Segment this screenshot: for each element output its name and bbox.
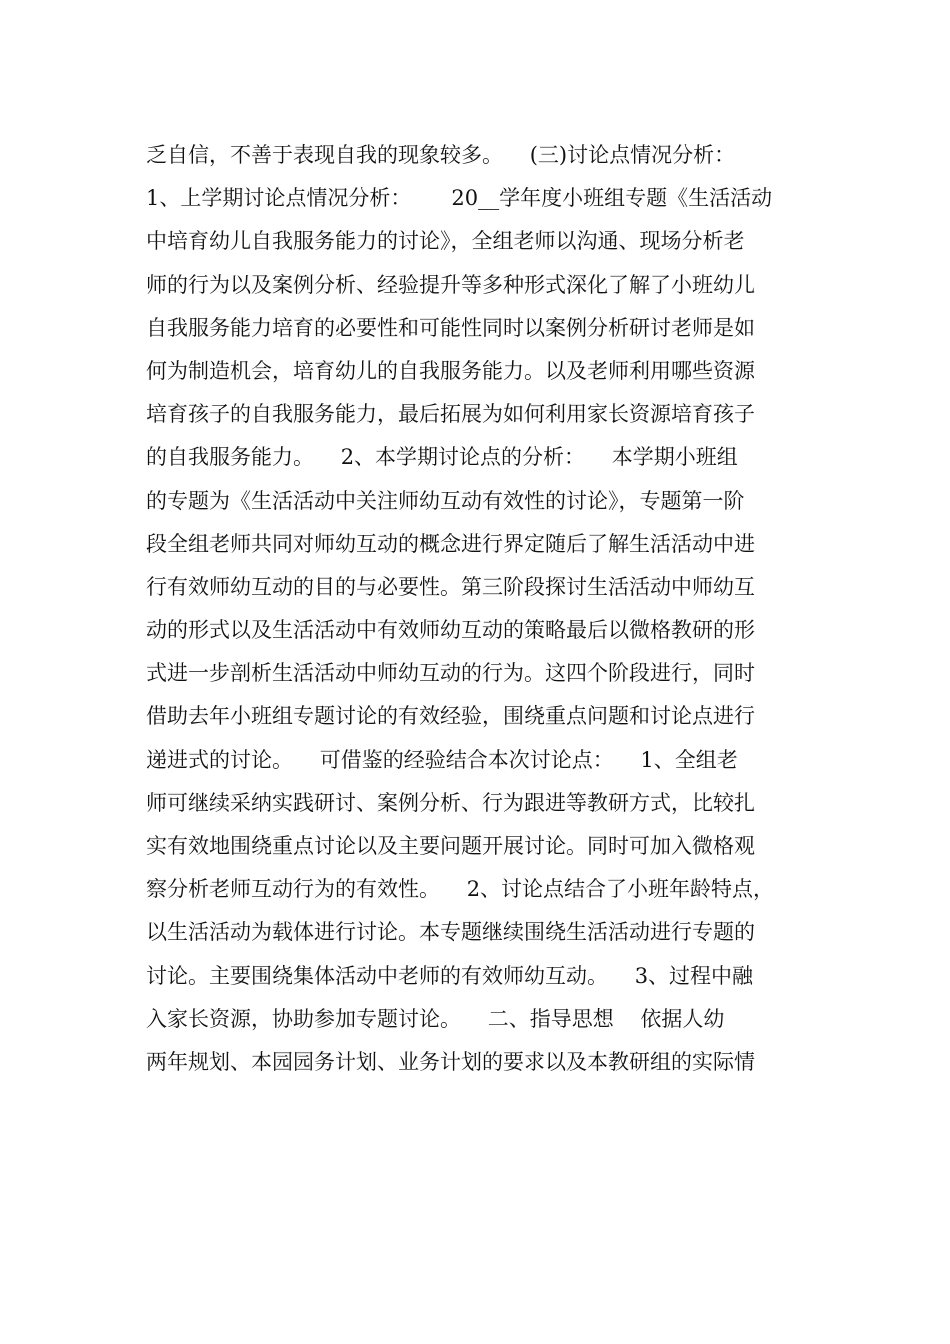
text-line: 实有效地围绕重点讨论以及主要问题开展讨论。同时可加入微格观 <box>146 834 755 858</box>
text-line: 递进式的讨论。 可借鉴的经验结合本次讨论点： 1、全组老 <box>146 747 738 772</box>
text-line: 两年规划、本园园务计划、业务计划的要求以及本教研组的实际情 <box>146 1049 755 1074</box>
text-line: 动的形式以及生活活动中有效师幼互动的策略最后以微格教研的形 <box>146 618 755 643</box>
text-line: 行有效师幼互动的目的与必要性。第三阶段探讨生活活动中师幼互 <box>146 574 755 599</box>
text-line: 的自我服务能力。 2、本学期讨论点的分析： 本学期小班组 <box>146 445 738 470</box>
text-line: 1、上学期讨论点情况分析： 20__学年度小班组专题《生活活动 <box>146 186 773 211</box>
text-line: 的专题为《生活活动中关注师幼互动有效性的讨论》，专题第一阶 <box>146 488 745 513</box>
text-line: 以生活活动为载体进行讨论。本专题继续围绕生活活动进行专题的 <box>146 920 755 945</box>
text-line: 讨论。主要围绕集体活动中老师的有效师幼互动。 3、过程中融 <box>146 963 754 988</box>
text-line: 入家长资源，协助参加专题讨论。 二、指导思想 依据人幼 <box>146 1006 725 1031</box>
text-line: 师可继续采纳实践研讨、案例分析、行为跟进等教研方式，比较扎 <box>146 790 755 815</box>
text-line: 乏自信，不善于表现自我的现象较多。 (三)讨论点情况分析： <box>146 143 736 167</box>
text-line: 自我服务能力培育的必要性和可能性同时以案例分析研讨老师是如 <box>146 315 755 340</box>
text-line: 培育孩子的自我服务能力，最后拓展为如何利用家长资源培育孩子 <box>146 402 755 427</box>
text-line: 式进一步剖析生活活动中师幼互动的行为。这四个阶段进行，同时 <box>146 661 755 686</box>
text-line: 师的行为以及案例分析、经验提升等多种形式深化了解了小班幼儿 <box>146 272 755 297</box>
text-line: 中培育幼儿自我服务能力的讨论》，全组老师以沟通、现场分析老 <box>146 229 745 254</box>
text-line: 何为制造机会，培育幼儿的自我服务能力。以及老师利用哪些资源 <box>146 358 755 383</box>
text-line: 借助去年小班组专题讨论的有效经验，围绕重点问题和讨论点进行 <box>146 704 755 729</box>
text-line: 段全组老师共同对师幼互动的概念进行界定随后了解生活活动中进 <box>146 531 755 556</box>
document-body <box>146 134 816 1084</box>
text-line: 察分析老师互动行为的有效性。 2、讨论点结合了小班年龄特点， <box>146 877 775 902</box>
